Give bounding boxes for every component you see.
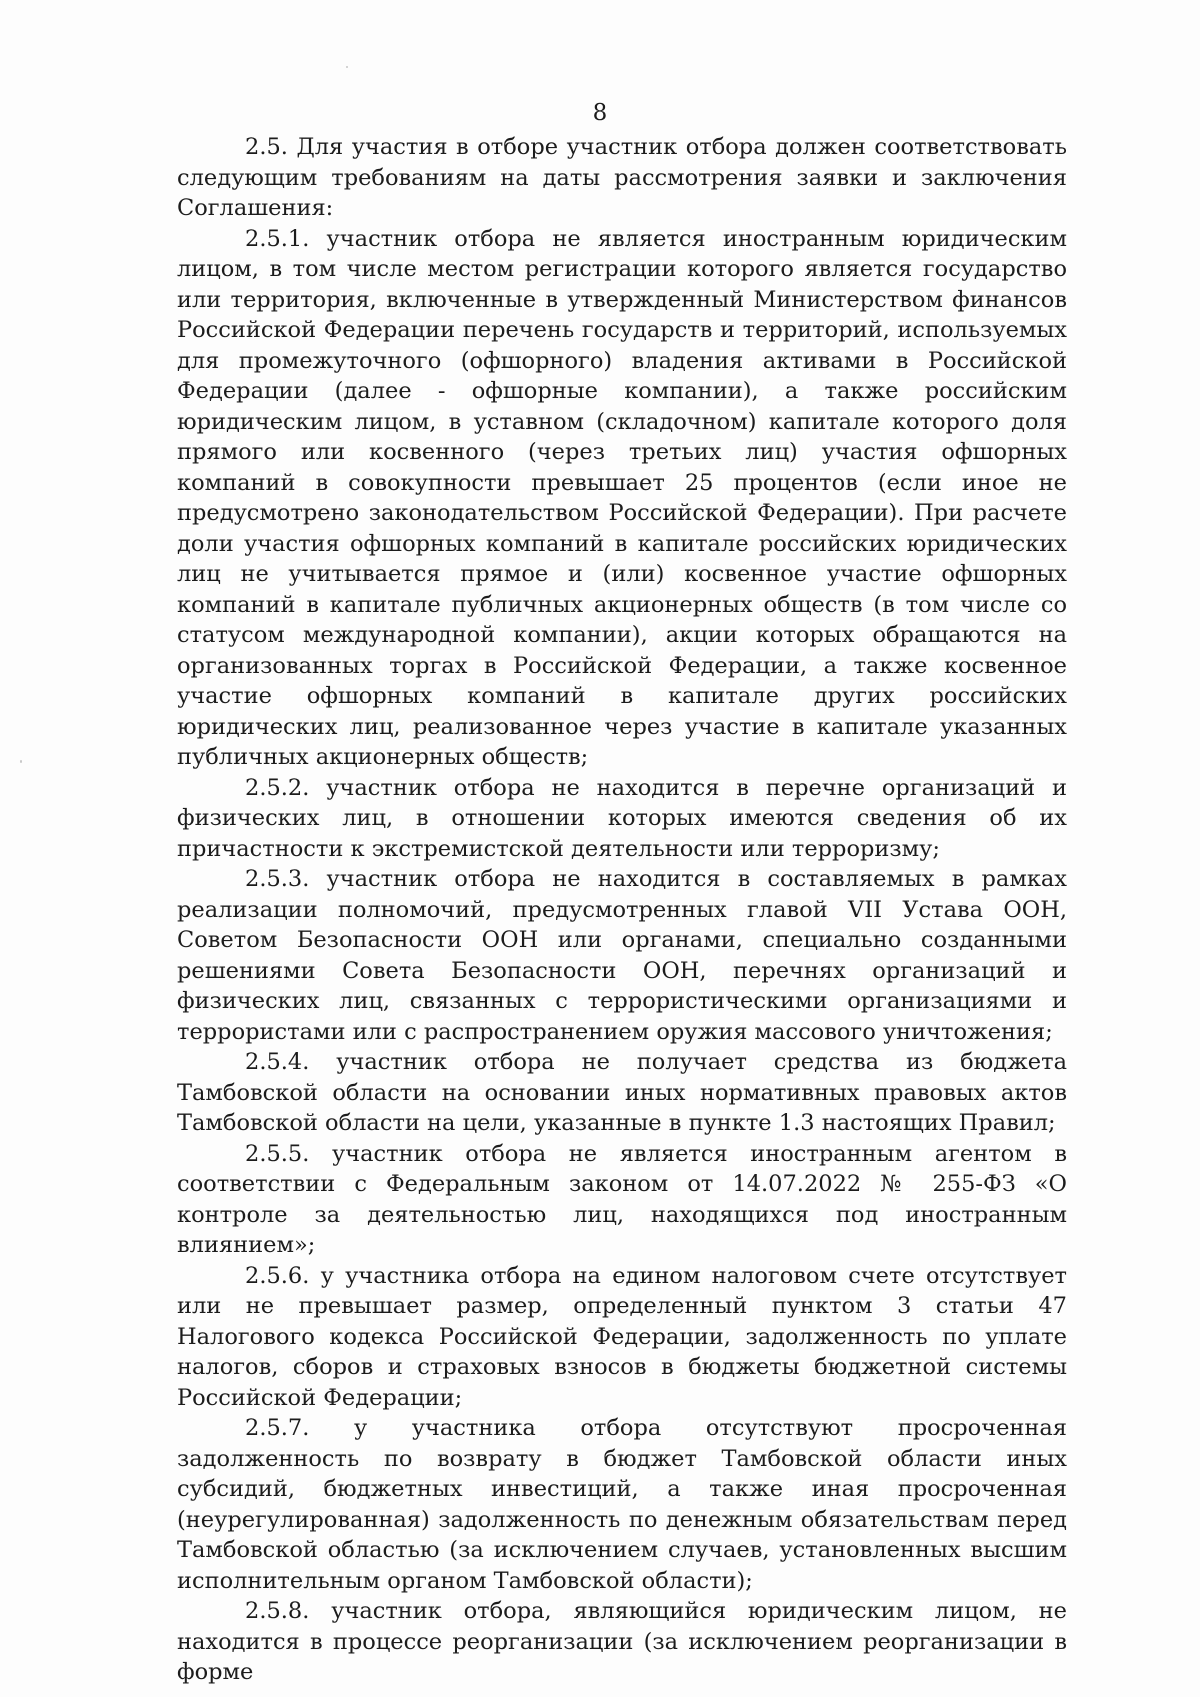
paragraph-2-5-6: 2.5.6. у участника отбора на едином налоговом счете отсутствует или не превышает размер, определенный пунктом 3 статьи 47 Налогового кодекса Российской Федерации, задолженность по уплате налогов, сборов и страховых взносов в бюджеты бюджетной системы Российской Федерации; [177, 1262, 1067, 1411]
document-body [177, 132, 1067, 1688]
scan-speck [346, 66, 348, 68]
paragraph-2-5-2: 2.5.2. участник отбора не находится в перечне организаций и физических лиц, в отношении которых имеются сведения об их причастности к экстремистской деятельности или терроризму; [177, 774, 1067, 862]
paragraph-2-5-7: 2.5.7. у участника отбора отсутствуют просроченная задолженность по возврату в бюджет Тамбовской области иных субсидий, бюджетных инвестиций, а также иная просроченная (неурегулированная) задолженность по денежным обязательствам перед Тамбовской областью (за исключением случаев, установленных высшим исполнительным органом Тамбовской области); [177, 1415, 1067, 1594]
page-number: 8 [592, 100, 608, 126]
paragraph-2-5-1: 2.5.1. участник отбора не является иностранным юридическим лицом, в том числе местом регистрации которого является государство или территория, включенные в утвержденный Министерством финансов Российской Федерации перечень государств и территорий, используемых для промежуточного (офшорного) владения активами в Российской Федерации (далее - офшорные компании), а также российским юридическим лицом, в уставном (складочном) капитале которого доля прямого или косвенного (через третьих лиц) участия офшорных компаний в совокупности превышает 25 процентов (если иное не предусмотрено законодательством Российской Федерации). При расчете доли участия офшорных компаний в капитале российских юридических лиц не учитывается прямое и (или) косвенное участие офшорных компаний в капитале публичных акционерных обществ (в том числе со статусом международной компании), акции которых обращаются на организованных торгах в Российской Федерации, а также косвенное участие офшорных компаний в капитале других российских юридических лиц, реализованное через участие в капитале указанных публичных акционерных обществ; [177, 225, 1067, 770]
paragraph-2-5-5: 2.5.5. участник отбора не является иностранным агентом в соответствии с Федеральным законом от 14.07.2022 № 255-ФЗ «О контроле за деятельностью лиц, находящихся под иностранным влиянием»; [177, 1140, 1067, 1258]
scan-speck [20, 760, 22, 763]
paragraph-2-5: 2.5. Для участия в отборе участник отбора должен соответствовать следующим требованиям на даты рассмотрения заявки и заключения Соглашения: [177, 134, 1067, 221]
paragraph-2-5-4: 2.5.4. участник отбора не получает средства из бюджета Тамбовской области на основании иных нормативных правовых актов Тамбовской области на цели, указанные в пункте 1.3 настоящих Правил; [177, 1049, 1067, 1136]
paragraph-2-5-3: 2.5.3. участник отбора не находится в составляемых в рамках реализации полномочий, предусмотренных главой VII Устава ООН, Советом Безопасности ООН или органами, специально созданными решениями Совета Безопасности ООН, перечнях организаций и физических лиц, связанных с террористическими организациями и террористами или с распространением оружия массового уничтожения; [177, 866, 1067, 1045]
paragraph-2-5-8: 2.5.8. участник отбора, являющийся юридическим лицом, не находится в процессе реорганизации (за исключением реорганизации в форме [177, 1598, 1067, 1685]
